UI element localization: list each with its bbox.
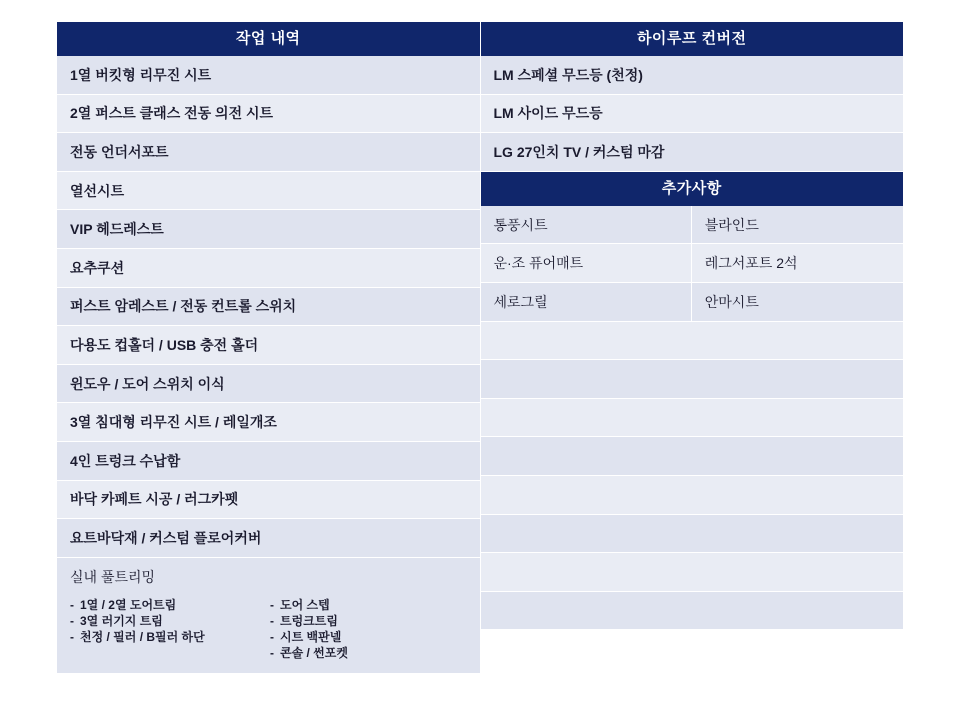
list-item: - 3열 러기지 트림 bbox=[70, 613, 270, 629]
list-item: - 트렁크트림 bbox=[270, 613, 450, 629]
table-row: 윈도우 / 도어 스위치 이식 bbox=[57, 365, 480, 404]
list-item: - 천정 / 필러 / B필러 하단 bbox=[70, 629, 270, 645]
table-row: LG 27인치 TV / 커스텀 마감 bbox=[481, 133, 904, 172]
table-row: 1열 버킷형 리무진 시트 bbox=[57, 56, 480, 95]
table-row bbox=[481, 244, 904, 283]
full-trimming-list-a bbox=[70, 597, 270, 661]
full-trimming-list-b bbox=[270, 597, 450, 661]
table-row-empty bbox=[481, 592, 904, 631]
table-cell: 통풍시트 bbox=[481, 206, 692, 244]
table-cell: 블라인드 bbox=[704, 216, 759, 233]
table-cell: 세로그릴 bbox=[481, 283, 692, 321]
table-row: 열선시트 bbox=[57, 172, 480, 211]
conversion-spec-table bbox=[57, 22, 903, 674]
table-row: 4인 트렁크 수납함 bbox=[57, 442, 480, 481]
table-row: 다용도 컵홀더 / USB 충전 홀더 bbox=[57, 326, 480, 365]
left-column bbox=[57, 22, 481, 674]
list-item: - 1열 / 2열 도어트림 bbox=[70, 597, 270, 613]
right-column bbox=[481, 22, 904, 674]
table-row: 요트바닥재 / 커스텀 플로어커버 bbox=[57, 519, 480, 558]
table-row: 전동 언더서포트 bbox=[57, 133, 480, 172]
table-row-empty bbox=[481, 437, 904, 476]
table-row-empty bbox=[481, 476, 904, 515]
table-row-empty bbox=[481, 553, 904, 592]
table-row: LM 사이드 무드등 bbox=[481, 95, 904, 134]
list-item: - 콘솔 / 썬포켓 bbox=[270, 645, 450, 661]
table-row: 퍼스트 암레스트 / 전동 컨트롤 스위치 bbox=[57, 288, 480, 327]
table-row: LM 스페셜 무드등 (천정) bbox=[481, 56, 904, 95]
table-row: 바닥 카페트 시공 / 러그카펫 bbox=[57, 481, 480, 520]
table-row: VIP 헤드레스트 bbox=[57, 210, 480, 249]
table-cell: 안마시트 bbox=[704, 293, 759, 310]
left-column-header: 작업 내역 bbox=[57, 22, 480, 56]
table-row-empty bbox=[481, 515, 904, 554]
full-trimming-lists bbox=[70, 597, 480, 661]
right-column-header: 하이루프 컨버전 bbox=[481, 22, 904, 56]
table-row-empty bbox=[481, 322, 904, 361]
list-item: - 시트 백판넬 bbox=[270, 629, 450, 645]
table-row bbox=[481, 206, 904, 245]
table-row bbox=[481, 283, 904, 322]
table-cell: 운·조 퓨어매트 bbox=[481, 244, 692, 282]
table-row-empty bbox=[481, 360, 904, 399]
table-row: 2열 퍼스트 클래스 전동 의전 시트 bbox=[57, 95, 480, 134]
table-cell: 레그서포트 2석 bbox=[704, 255, 798, 272]
list-item: - 도어 스텝 bbox=[270, 597, 450, 613]
table-row-empty bbox=[481, 399, 904, 438]
table-row: 3열 침대형 리무진 시트 / 레일개조 bbox=[57, 403, 480, 442]
full-trimming-title: 실내 풀트리밍 bbox=[70, 568, 156, 585]
additional-items-header: 추가사항 bbox=[481, 172, 904, 206]
table-row: 요추쿠션 bbox=[57, 249, 480, 288]
full-trimming-cell bbox=[57, 558, 480, 674]
